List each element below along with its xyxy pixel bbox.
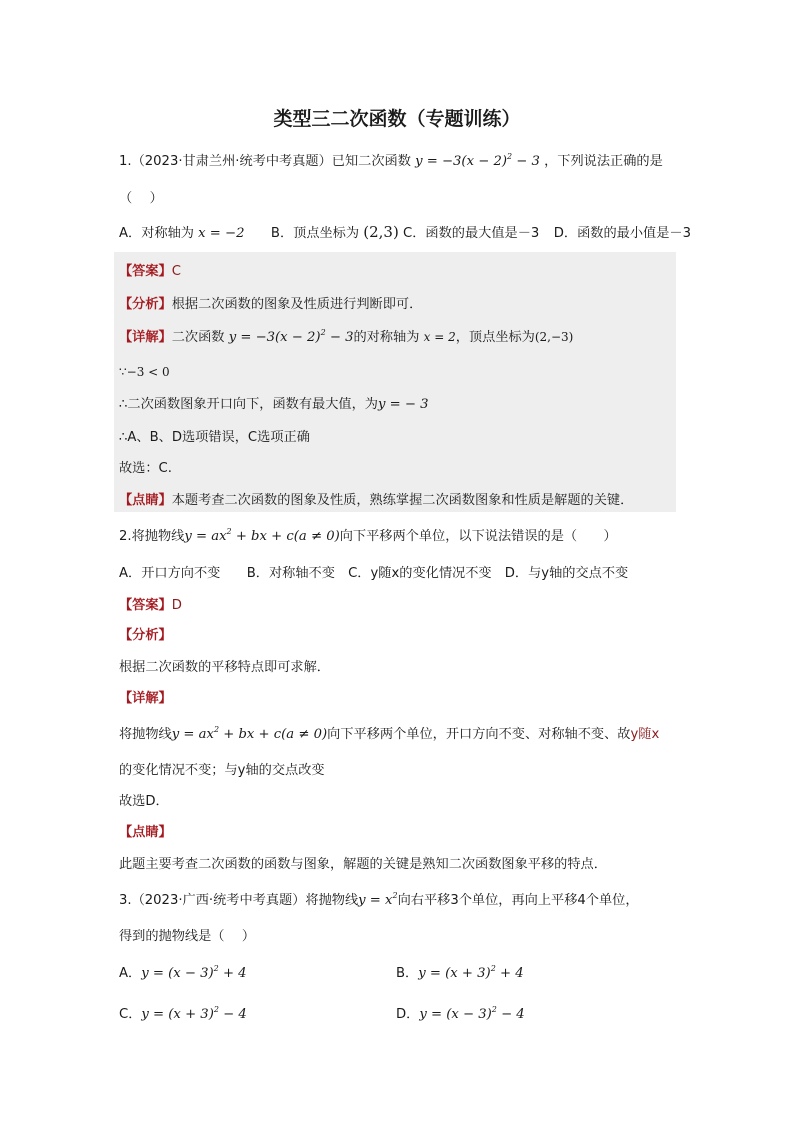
point-text: 本题考查二次函数的图象及性质，熟练掌握二次函数图象和性质是解题的关键． bbox=[171, 493, 634, 508]
q2-detail bbox=[119, 723, 659, 742]
q1-option-a-math: x = −2 bbox=[198, 226, 245, 241]
q1-option-c: C．函数的最大值是－3 bbox=[403, 226, 540, 241]
point-tag: 【点睛】 bbox=[119, 493, 172, 508]
q3-stem-tail: 向右平移3个单位，再向上平移4个单位， bbox=[397, 893, 639, 908]
q1-option-a: A．对称轴为 bbox=[119, 226, 194, 241]
option-label: A． bbox=[119, 966, 142, 981]
q1-line1: ∵−3 < 0 bbox=[119, 365, 170, 379]
q2-answer bbox=[119, 594, 182, 613]
q3-option-c bbox=[119, 1003, 247, 1022]
option-label: D． bbox=[396, 1007, 420, 1022]
q3-option-a bbox=[119, 962, 247, 981]
q1-line2 bbox=[119, 393, 428, 412]
q1-option-b: B．顶点坐标为 bbox=[270, 226, 360, 241]
q1-option-d: D．函数的最小值是－3 bbox=[553, 226, 691, 241]
point-tag: 【点睛】 bbox=[119, 825, 172, 840]
q3-option-d bbox=[396, 1003, 525, 1022]
detail-text-2: 的对称轴为 bbox=[353, 330, 420, 345]
q1-paren: （ ） bbox=[119, 191, 163, 206]
q2-stem-text: 2.将抛物线 bbox=[119, 529, 185, 544]
answer-tag: 【答案】 bbox=[119, 598, 172, 613]
q2-analysis: 根据二次函数的平移特点即可求解． bbox=[119, 660, 330, 675]
q1-function-formula: $y = -3(x - 2)^2 - 3$ bbox=[415, 152, 540, 169]
q2-analysis-tag bbox=[119, 624, 172, 643]
q3-stem-cont: 得到的抛物线是（ ） bbox=[119, 929, 256, 944]
q2-point: 此题主要考查二次函数的函数与图象，解题的关键是熟知二次函数图象平移的特点． bbox=[119, 857, 607, 872]
q3-option-d-math: $y = (x - 3)^2 - 4$ bbox=[419, 1005, 525, 1022]
q2-point-tag bbox=[119, 821, 172, 840]
detail-text-3: ，顶点坐标为 bbox=[455, 330, 535, 345]
q3-stem bbox=[119, 889, 639, 908]
q1-line3: ∴A、B、D选项错误，C选项正确 bbox=[119, 430, 310, 445]
q2-detail-formula: $y = ax^2$ + bx + c(a ≠ 0) bbox=[171, 725, 328, 742]
q2-conclusion: 故选D． bbox=[119, 794, 169, 809]
q3-option-b-math: $y = (x + 3)^2 + 4$ bbox=[418, 964, 524, 981]
detail-vertex: (2,−3) bbox=[534, 330, 574, 344]
q1-options bbox=[119, 222, 691, 241]
page-title: 类型三二次函数（专题训练） bbox=[273, 108, 521, 130]
q1-answer bbox=[119, 260, 181, 279]
analysis-text: 根据二次函数的图象及性质进行判断即可． bbox=[171, 297, 423, 312]
detail-tag: 【详解】 bbox=[119, 691, 172, 706]
q2-stem bbox=[119, 525, 617, 544]
answer-value: D bbox=[171, 598, 182, 613]
q1-line4: 故选：C. bbox=[119, 461, 172, 476]
q3-option-a-math: $y = (x - 3)^2 + 4$ bbox=[141, 964, 247, 981]
answer-value: C bbox=[171, 264, 181, 279]
detail-tag: 【详解】 bbox=[119, 330, 172, 345]
q1-detail-formula: $y = -3(x - 2)^2 - 3$ bbox=[228, 328, 354, 345]
detail-text: 二次函数 bbox=[171, 330, 225, 345]
option-label: B． bbox=[396, 966, 419, 981]
detail-text-3: y随x bbox=[630, 727, 660, 742]
q1-option-b-math: (2,3) bbox=[363, 223, 399, 241]
q2-detail-tag bbox=[119, 687, 172, 706]
q1-solution-box bbox=[114, 252, 676, 512]
q1-detail bbox=[119, 326, 573, 345]
q2-options: A．开口方向不变 B．对称轴不变 C．y随x的变化情况不变 D．与y轴的交点不变 bbox=[119, 566, 629, 581]
detail-text-2: 向下平移两个单位，开口方向不变、对称轴不变、故 bbox=[327, 727, 631, 742]
line2-text: ∴二次函数图象开口向下，函数有最大值，为 bbox=[119, 397, 378, 412]
q2-stem-tail: 向下平移两个单位，以下说法错误的是（ ） bbox=[339, 529, 617, 544]
q1-analysis bbox=[119, 293, 422, 312]
detail-axis: x = 2 bbox=[423, 330, 456, 344]
line2-math: y = − 3 bbox=[377, 397, 429, 412]
q2-formula: $y = ax^2$ + bx + c(a ≠ 0) bbox=[184, 527, 340, 544]
q1-stem-tail: ，下列说法正确的是 bbox=[544, 154, 663, 169]
analysis-tag: 【分析】 bbox=[119, 297, 172, 312]
q1-stem-text: 1.（2023·甘肃兰州·统考中考真题）已知二次函数 bbox=[119, 154, 411, 169]
option-label: C． bbox=[119, 1007, 142, 1022]
q1-stem bbox=[119, 150, 663, 169]
detail-text: 将抛物线 bbox=[119, 727, 172, 742]
q1-point bbox=[119, 489, 633, 508]
q3-option-c-math: $y = (x + 3)^2 - 4$ bbox=[141, 1005, 247, 1022]
analysis-tag: 【分析】 bbox=[119, 628, 172, 643]
answer-tag: 【答案】 bbox=[119, 264, 172, 279]
q3-formula: $y = x^2$ bbox=[358, 891, 398, 908]
q3-stem-text: 3.（2023·广西·统考中考真题）将抛物线 bbox=[119, 893, 359, 908]
q2-detail-cont: 的变化情况不变；与y轴的交点改变 bbox=[119, 763, 325, 778]
q3-option-b bbox=[396, 962, 524, 981]
